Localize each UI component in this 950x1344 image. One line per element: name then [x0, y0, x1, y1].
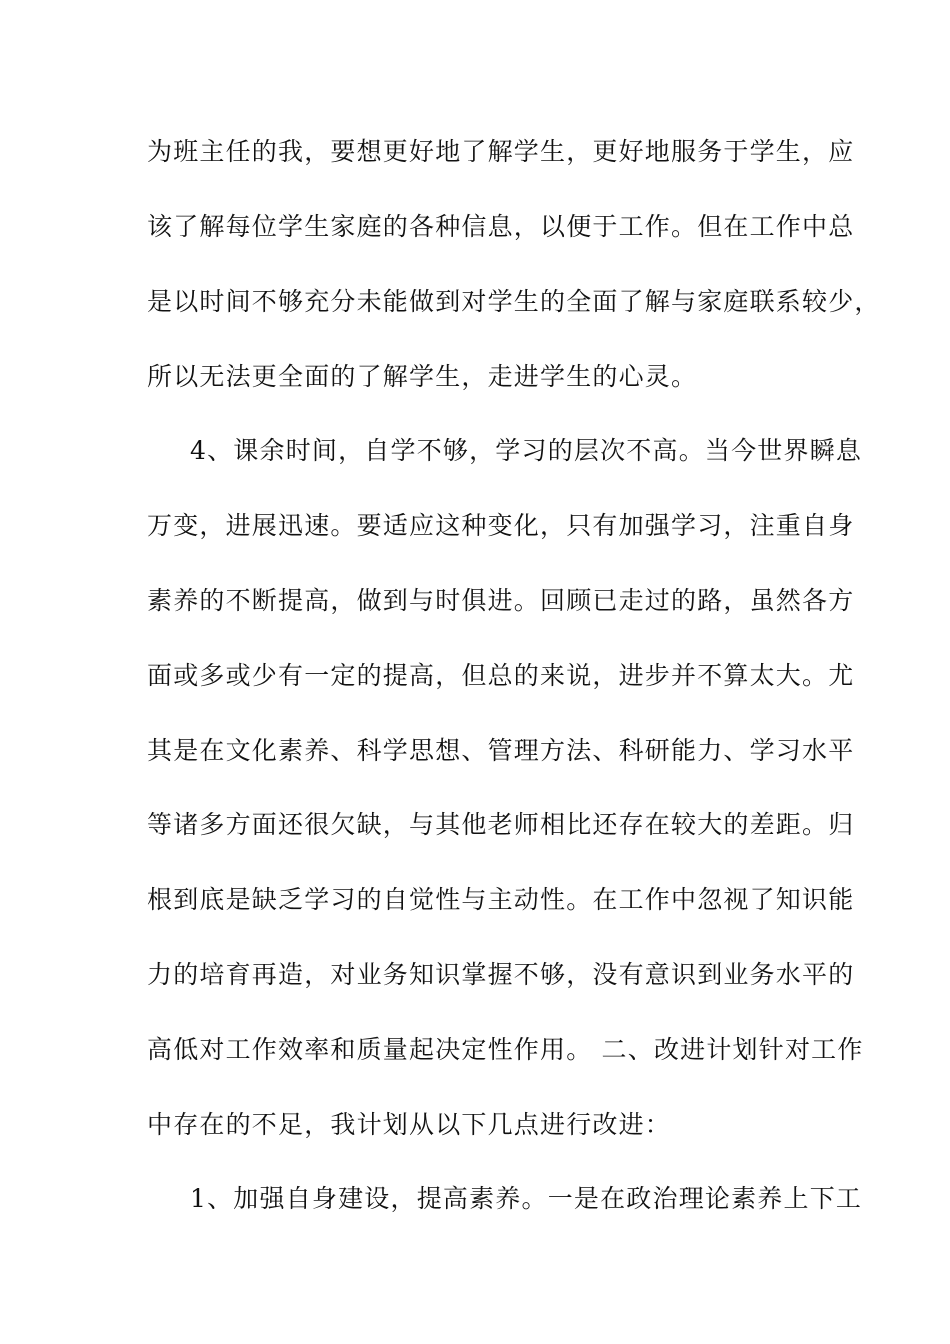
text-line-1: 为班主任的我，要想更好地了解学生，更好地服务于学生，应: [147, 137, 855, 166]
text-line-6: 万变，进展迅速。要适应这种变化，只有加强学习，注重自身: [147, 511, 855, 540]
text-line-13: 高低对工作效率和质量起决定性作用。 二、改进计划针对工作: [147, 1035, 864, 1064]
text-line-9: 其是在文化素养、科学思想、管理方法、科研能力、学习水平: [147, 736, 855, 765]
text-line-2: 该了解每位学生家庭的各种信息，以便于工作。但在工作中总: [147, 212, 855, 241]
text-line-11: 根到底是缺乏学习的自觉性与主动性。在工作中忽视了知识能: [147, 885, 855, 914]
text-line-12: 力的培育再造，对业务知识掌握不够，没有意识到业务水平的: [147, 960, 855, 989]
text-line-5: 4、课余时间，自学不够，学习的层次不高。当今世界瞬息: [190, 436, 863, 465]
text-line-3: 是以时间不够充分未能做到对学生的全面了解与家庭联系较少，: [147, 287, 881, 316]
text-line-7: 素养的不断提高，做到与时俱进。回顾已走过的路，虽然各方: [147, 586, 855, 615]
text-line-10: 等诸多方面还很欠缺，与其他老师相比还存在较大的差距。归: [147, 810, 855, 839]
text-line-15: 1、加强自身建设，提高素养。一是在政治理论素养上下工: [190, 1184, 863, 1213]
text-line-8: 面或多或少有一定的提高，但总的来说，进步并不算太大。尤: [147, 661, 855, 690]
text-line-4: 所以无法更全面的了解学生，走进学生的心灵。: [147, 362, 698, 391]
text-line-14: 中存在的不足，我计划从以下几点进行改进：: [147, 1110, 672, 1139]
